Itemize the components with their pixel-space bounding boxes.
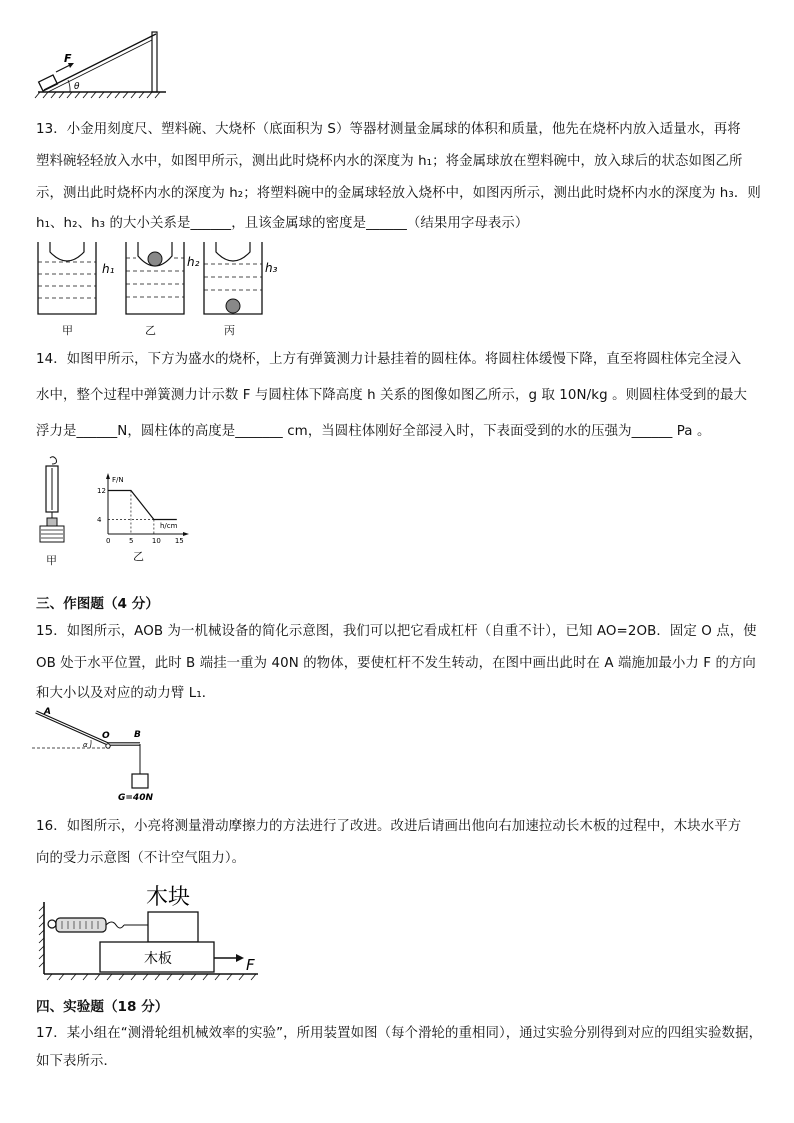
x-tick-label: 0 xyxy=(106,537,111,545)
friction-figure xyxy=(38,872,268,982)
q13-line-3: 示，测出此时烧杯内水的深度为 h₂；将塑料碗中的金属球轻放入烧杯中，如图丙所示，测出此时烧杯内水的深度为 h₃．则 xyxy=(36,186,761,201)
spring-scale-figure xyxy=(34,456,74,546)
pivot-o xyxy=(106,744,110,748)
q16-line-1: 16．如图所示，小亮将测量滑动摩擦力的方法进行了改进。改进后请画出他向右加速拉动长木板的过程中，木块水平方 xyxy=(36,819,742,834)
x-tick-label: 5 xyxy=(128,537,134,545)
q16-line-2: 向的受力示意图（不计空气阻力）。 xyxy=(36,851,246,866)
f-h-series-line xyxy=(108,491,177,520)
caption-fig-jia: 甲 xyxy=(46,554,57,567)
x-axis-label: h/cm xyxy=(160,522,178,530)
incline-plane xyxy=(44,34,156,90)
lever-arm xyxy=(36,712,140,744)
y-tick-label: 12 xyxy=(97,487,106,495)
pull-force-label: F xyxy=(246,956,255,974)
board-label: 木板 xyxy=(144,951,172,967)
q14-line-3: 浮力是______N，圆柱体的高度是_______ cm，当圆柱体刚好全部浸入时，下表面受到的水的压强为______ Pa 。 xyxy=(36,424,711,439)
q17-line-1: 17．某小组在“测滑轮组机械效率的实验”，所用装置如图（每个滑轮的重相同），通过实验分别得到对应的四组实验数据， xyxy=(36,1026,763,1041)
point-o-label: O xyxy=(102,731,110,741)
q17-line-2: 如下表所示． xyxy=(36,1054,117,1069)
q13-line-4: h₁、h₂、h₃ 的大小关系是______，且该金属球的密度是______（结果用字母表示） xyxy=(36,216,529,231)
angle-label: θ xyxy=(74,82,80,92)
point-b-label: B xyxy=(134,730,141,740)
wood-block xyxy=(148,912,198,942)
q13-line-2: 塑料碗轻轻放入水中，如图甲所示，测出此时烧杯内水的深度为 h₁；将金属球放在塑料碗中，放入球后的状态如图乙所 xyxy=(36,154,743,169)
section-4-title: 四、实验题（18 分） xyxy=(36,999,169,1015)
q14-line-1: 14．如图甲所示，下方为盛水的烧杯，上方有弹簧测力计悬挂着的圆柱体。将圆柱体缓慢下降，直至将圆柱体完全浸入 xyxy=(36,352,742,367)
block-label: 木块 xyxy=(146,885,191,910)
caption-jia: 甲 xyxy=(62,324,73,337)
beaker-figures xyxy=(36,240,286,320)
y-tick-label: 4 xyxy=(97,516,102,524)
section-3-title: 三、作图题（4 分） xyxy=(36,596,159,612)
beaker-bing xyxy=(204,242,278,314)
caption-yi: 乙 xyxy=(145,324,156,337)
point-a-label: A xyxy=(44,707,51,717)
weight-label: G=40N xyxy=(118,793,153,802)
q13-line-1: 13．小金用刻度尺、塑料碗、大烧杯（底面积为 S）等器材测量金属球的体积和质量，他先在烧杯内放入适量水，再将 xyxy=(36,122,741,137)
caption-bing: 丙 xyxy=(224,324,235,337)
q14-line-2: 水中，整个过程中弹簧测力计示数 F 与圆柱体下降高度 h 关系的图像如图乙所示，g 取 10N/kg 。则圆柱体受到的最大 xyxy=(36,388,747,403)
beaker-yi xyxy=(126,242,200,314)
h1-label: h₁ xyxy=(102,262,115,276)
beaker-jia xyxy=(38,242,115,314)
x-tick-label: 10 xyxy=(151,537,161,545)
alpha-label: α xyxy=(83,741,88,749)
h3-label: h₃ xyxy=(265,261,278,275)
y-axis-label: F/N xyxy=(112,476,124,484)
incline-figure xyxy=(30,28,170,104)
force-label: F xyxy=(64,52,72,65)
f-h-chart xyxy=(94,470,194,546)
h2-label: h₂ xyxy=(187,255,200,269)
weight-box xyxy=(132,774,148,788)
spring-scale xyxy=(56,918,106,932)
x-tick-label: 15 xyxy=(174,537,184,545)
caption-fig-yi: 乙 xyxy=(133,550,144,563)
q15-line-1: 15．如图所示，AOB 为一机械设备的简化示意图，我们可以把它看成杠杆（自重不计），已知 AO=2OB．固定 O 点，使 xyxy=(36,624,757,639)
lever-figure xyxy=(30,704,170,802)
q15-line-3: 和大小以及对应的动力臂 L₁． xyxy=(36,686,216,701)
q15-line-2: OB 处于水平位置，此时 B 端挂一重为 40N 的物体，要使杠杆不发生转动，在图中画出此时在 A 端施加最小力 F 的方向 xyxy=(36,656,756,671)
